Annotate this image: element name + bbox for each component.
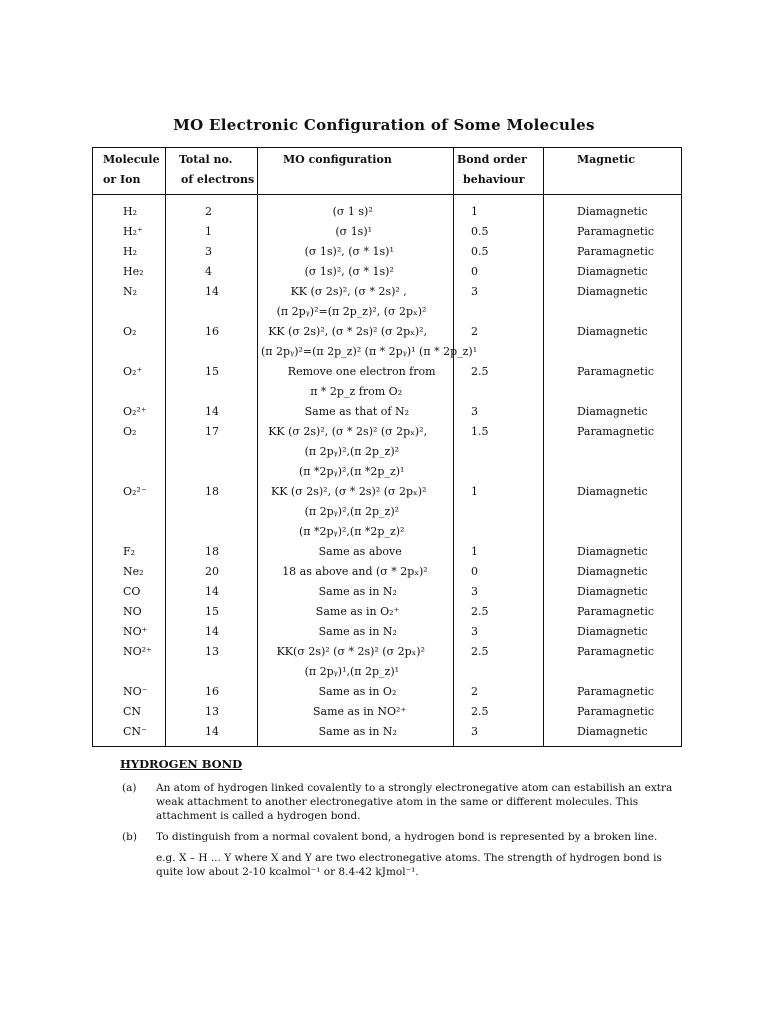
mo-config-cell: Same as that of N₂ bbox=[304, 405, 410, 418]
molecule-cell: H₂ bbox=[123, 245, 138, 258]
mo-config-cell: (σ 1s)², (σ * 1s)¹ bbox=[304, 245, 394, 258]
header-molecule-line2: or Ion bbox=[103, 173, 141, 186]
bond-order-cell: 1 bbox=[471, 485, 478, 498]
bond-order-cell: 3 bbox=[471, 725, 478, 738]
header-total-line2: of electrons bbox=[181, 173, 255, 186]
header-mo-config: MO configuration bbox=[283, 153, 392, 166]
mo-config-cell: (π 2pᵧ)²,(π 2p_z)² bbox=[304, 445, 400, 458]
magnetic-cell: Paramagnetic bbox=[577, 645, 655, 658]
total-electrons-cell: 14 bbox=[205, 585, 219, 598]
total-electrons-cell: 14 bbox=[205, 725, 219, 738]
total-electrons-cell: 13 bbox=[205, 645, 219, 658]
total-electrons-cell: 4 bbox=[205, 265, 212, 278]
header-total: Total no. bbox=[179, 153, 233, 166]
mo-configuration-table bbox=[92, 147, 682, 747]
mo-config-cell: Same as in NO²⁺ bbox=[313, 705, 407, 718]
magnetic-cell: Paramagnetic bbox=[577, 225, 655, 238]
magnetic-cell: Diamagnetic bbox=[577, 205, 648, 218]
magnetic-cell: Diamagnetic bbox=[577, 325, 648, 338]
total-electrons-cell: 20 bbox=[205, 565, 219, 578]
total-electrons-cell: 3 bbox=[205, 245, 212, 258]
mo-config-cell: (σ 1s)², (σ * 1s)² bbox=[304, 265, 394, 278]
magnetic-cell: Diamagnetic bbox=[577, 405, 648, 418]
bond-order-cell: 1 bbox=[471, 545, 478, 558]
table-row bbox=[93, 222, 681, 242]
header-molecule: Molecule bbox=[103, 153, 160, 166]
mo-config-cell: KK (σ 2s)², (σ * 2s)² (σ 2pₓ)² bbox=[271, 485, 427, 498]
bond-order-cell: 1.5 bbox=[471, 425, 489, 438]
table-row bbox=[93, 202, 681, 222]
magnetic-cell: Paramagnetic bbox=[577, 605, 655, 618]
molecule-cell: NO²⁺ bbox=[123, 645, 152, 658]
bond-order-cell: 2.5 bbox=[471, 645, 489, 658]
total-electrons-cell: 14 bbox=[205, 405, 219, 418]
bond-order-cell: 0 bbox=[471, 265, 478, 278]
total-electrons-cell: 1 bbox=[205, 225, 212, 238]
magnetic-cell: Paramagnetic bbox=[577, 245, 655, 258]
total-electrons-cell: 13 bbox=[205, 705, 219, 718]
molecule-cell: Ne₂ bbox=[123, 565, 144, 578]
molecule-cell: He₂ bbox=[123, 265, 144, 278]
bond-order-cell: 3 bbox=[471, 285, 478, 298]
bond-order-cell: 0.5 bbox=[471, 245, 489, 258]
mo-config-cell: Same as in N₂ bbox=[318, 585, 397, 598]
mo-config-cell: Same as in O₂⁺ bbox=[315, 605, 400, 618]
molecule-cell: N₂ bbox=[123, 285, 138, 298]
total-electrons-cell: 16 bbox=[205, 325, 219, 338]
page-title: MO Electronic Configuration of Some Molecules bbox=[173, 116, 595, 134]
mo-config-cell: Same as above bbox=[318, 545, 402, 558]
mo-config-cell: (σ 1s)¹ bbox=[335, 225, 373, 238]
mo-config-cell: Same as in N₂ bbox=[318, 625, 397, 638]
para-a-text: An atom of hydrogen linked covalently to a strongly electronegative atom can estabilish an extra weak attachment to another electronegative atom in the same or different molecules. This attachment is called a hydrogen bond. bbox=[156, 782, 673, 822]
mo-config-cell: (π *2pᵧ)²,(π *2p_z)¹ bbox=[299, 465, 405, 478]
bond-order-cell: 1 bbox=[471, 205, 478, 218]
bond-order-cell: 2 bbox=[471, 685, 478, 698]
bond-order-cell: 2 bbox=[471, 325, 478, 338]
bond-order-cell: 2.5 bbox=[471, 705, 489, 718]
mo-config-cell: 18 as above and (σ * 2pₓ)² bbox=[282, 565, 428, 578]
mo-config-cell: (π 2pᵧ)¹,(π 2p_z)¹ bbox=[304, 665, 400, 678]
magnetic-cell: Diamagnetic bbox=[577, 485, 648, 498]
magnetic-cell: Diamagnetic bbox=[577, 285, 648, 298]
molecule-cell: O₂ bbox=[123, 325, 137, 338]
total-electrons-cell: 18 bbox=[205, 545, 219, 558]
header-magnetic: Magnetic bbox=[577, 153, 635, 166]
magnetic-cell: Diamagnetic bbox=[577, 545, 648, 558]
para-b-text: To distinguish from a normal covalent bond, a hydrogen bond is represented by a broken line. bbox=[156, 831, 658, 843]
bond-order-cell: 2.5 bbox=[471, 365, 489, 378]
total-electrons-cell: 17 bbox=[205, 425, 219, 438]
total-electrons-cell: 2 bbox=[205, 205, 212, 218]
molecule-cell: H₂⁺ bbox=[123, 225, 143, 238]
molecule-cell: O₂ bbox=[123, 425, 137, 438]
header-bond-order-line2: behaviour bbox=[463, 173, 525, 186]
mo-config-cell: (π *2pᵧ)²,(π *2p_z)² bbox=[299, 525, 405, 538]
section-heading: HYDROGEN BOND bbox=[120, 757, 243, 771]
mo-config-cell: KK(σ 2s)² (σ * 2s)² (σ 2pₓ)² bbox=[276, 645, 426, 658]
bond-order-cell: 0 bbox=[471, 565, 478, 578]
mo-config-cell: Same as in O₂ bbox=[318, 685, 397, 698]
para-a-label: (a) bbox=[122, 782, 137, 794]
magnetic-cell: Diamagnetic bbox=[577, 265, 648, 278]
total-electrons-cell: 14 bbox=[205, 625, 219, 638]
molecule-cell: F₂ bbox=[123, 545, 136, 558]
molecule-cell: CO bbox=[123, 585, 141, 598]
mo-config-cell: (π 2pᵧ)²=(π 2p_z)² (π * 2pᵧ)¹ (π * 2p_z)¹ bbox=[261, 345, 478, 358]
mo-config-cell: (σ 1 s)² bbox=[332, 205, 373, 218]
molecule-cell: NO⁺ bbox=[123, 625, 148, 638]
bond-order-cell: 3 bbox=[471, 585, 478, 598]
mo-config-cell: (π 2pᵧ)²,(π 2p_z)² bbox=[304, 505, 400, 518]
magnetic-cell: Diamagnetic bbox=[577, 565, 648, 578]
magnetic-cell: Paramagnetic bbox=[577, 705, 655, 718]
magnetic-cell: Paramagnetic bbox=[577, 365, 655, 378]
mo-config-cell: Remove one electron from bbox=[287, 365, 436, 378]
total-electrons-cell: 16 bbox=[205, 685, 219, 698]
total-electrons-cell: 15 bbox=[205, 365, 219, 378]
total-electrons-cell: 18 bbox=[205, 485, 219, 498]
bond-order-cell: 3 bbox=[471, 625, 478, 638]
molecule-cell: O₂²⁺ bbox=[123, 405, 147, 418]
molecule-cell: NO bbox=[123, 605, 142, 618]
mo-config-cell: π * 2p_z from O₂ bbox=[310, 385, 403, 398]
total-electrons-cell: 14 bbox=[205, 285, 219, 298]
header-bond-order: Bond order bbox=[457, 153, 527, 166]
header-divider bbox=[93, 194, 681, 195]
mo-config-cell: KK (σ 2s)², (σ * 2s)² (σ 2pₓ)², bbox=[268, 425, 428, 438]
molecule-cell: CN bbox=[123, 705, 142, 718]
magnetic-cell: Diamagnetic bbox=[577, 585, 648, 598]
mo-config-cell: Same as in N₂ bbox=[318, 725, 397, 738]
bond-order-cell: 0.5 bbox=[471, 225, 489, 238]
para-b-example: e.g. X – H ... Y where X and Y are two electronegative atoms. The strength of hydrogen bond is quite low about 2-10 kcalmol⁻¹ or 8.4-42 kJmol⁻¹. bbox=[156, 852, 662, 878]
para-b-label: (b) bbox=[122, 831, 137, 843]
magnetic-cell: Paramagnetic bbox=[577, 425, 655, 438]
molecule-cell: NO⁻ bbox=[123, 685, 148, 698]
bond-order-cell: 2.5 bbox=[471, 605, 489, 618]
molecule-cell: O₂⁺ bbox=[123, 365, 143, 378]
mo-config-cell: KK (σ 2s)², (σ * 2s)² (σ 2pₓ)², bbox=[268, 325, 428, 338]
molecule-cell: O₂²⁻ bbox=[123, 485, 147, 498]
bond-order-cell: 3 bbox=[471, 405, 478, 418]
magnetic-cell: Diamagnetic bbox=[577, 625, 648, 638]
mo-config-cell: (π 2pᵧ)²=(π 2p_z)², (σ 2pₓ)² bbox=[276, 305, 427, 318]
magnetic-cell: Diamagnetic bbox=[577, 725, 648, 738]
magnetic-cell: Paramagnetic bbox=[577, 685, 655, 698]
mo-config-cell: KK (σ 2s)², (σ * 2s)² , bbox=[290, 285, 407, 298]
total-electrons-cell: 15 bbox=[205, 605, 219, 618]
molecule-cell: H₂ bbox=[123, 205, 138, 218]
molecule-cell: CN⁻ bbox=[123, 725, 147, 738]
